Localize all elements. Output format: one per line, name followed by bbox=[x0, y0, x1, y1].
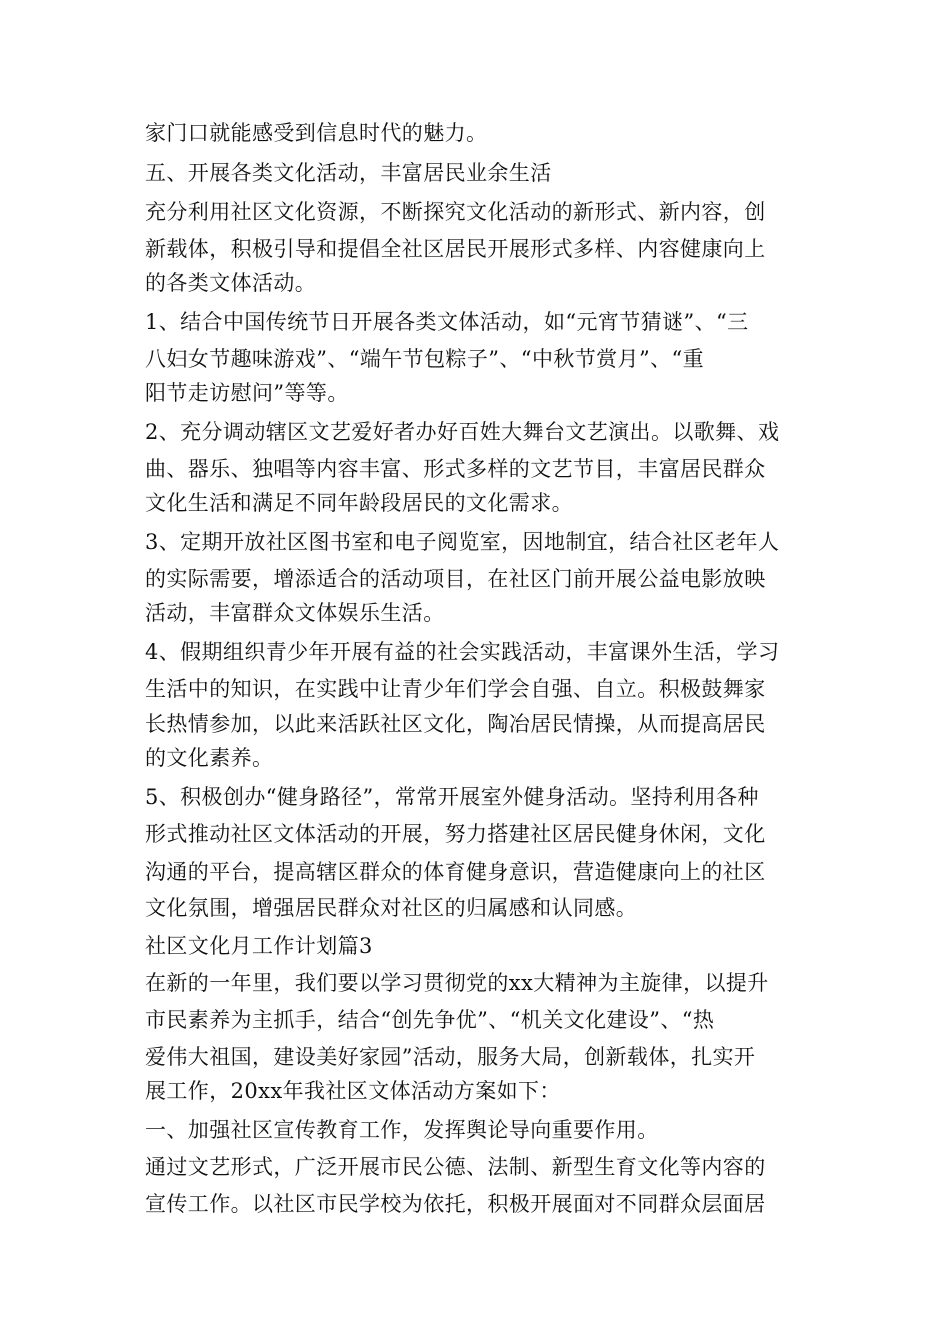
text-line: 的各类文体活动。 bbox=[145, 271, 317, 295]
section-title: 社区文化月工作计划篇3 bbox=[145, 934, 373, 958]
section-heading: 一、加强社区宣传教育工作，发挥舆论导向重要作用。 bbox=[145, 1118, 659, 1142]
text-line: 充分利用社区文化资源，不断探究文化活动的新形式、新内容，创 bbox=[145, 200, 766, 224]
list-item-1: 1、结合中国传统节日开展各类文体活动，如“元宵节猜谜”、“三 bbox=[145, 310, 749, 334]
text-line: 形式推动社区文体活动的开展，努力搭建社区居民健身休闲，文化 bbox=[145, 822, 766, 846]
text-line: 阳节走访慰问”等等。 bbox=[145, 381, 349, 405]
text-line: 沟通的平台，提高辖区群众的体育健身意识，营造健康向上的社区 bbox=[145, 860, 766, 884]
text-line: 新载体，积极引导和提倡全社区居民开展形式多样、内容健康向上 bbox=[145, 237, 766, 261]
list-item-2: 2、充分调动辖区文艺爱好者办好百姓大舞台文艺演出。以歌舞、戏 bbox=[145, 420, 780, 444]
text-line: 文化生活和满足不同年龄段居民的文化需求。 bbox=[145, 491, 573, 515]
text-line: 的文化素养。 bbox=[145, 746, 274, 770]
text-line: 家门口就能感受到信息时代的魅力。 bbox=[145, 121, 488, 145]
text-line: 活动，丰富群众文体娱乐生活。 bbox=[145, 601, 445, 625]
text-line: 展工作，20xx年我社区文体活动方案如下： bbox=[145, 1079, 561, 1103]
text-line: 八妇女节趣味游戏”、“端午节包粽子”、“中秋节赏月”、“重 bbox=[145, 347, 705, 371]
text-line: 爱伟大祖国，建设美好家园”活动，服务大局，创新载体，扎实开 bbox=[145, 1045, 756, 1069]
text-line: 的实际需要，增添适合的活动项目，在社区门前开展公益电影放映 bbox=[145, 567, 766, 591]
text-line: 文化氛围，增强居民群众对社区的归属感和认同感。 bbox=[145, 896, 638, 920]
text-line: 通过文艺形式，广泛开展市民公德、法制、新型生育文化等内容的 bbox=[145, 1155, 766, 1179]
text-line: 市民素养为主抓手，结合“创先争优”、“机关文化建设”、“热 bbox=[145, 1008, 715, 1032]
text-line: 曲、器乐、独唱等内容丰富、形式多样的文艺节目，丰富居民群众 bbox=[145, 457, 766, 481]
list-item-3: 3、定期开放社区图书室和电子阅览室，因地制宜，结合社区老年人 bbox=[145, 530, 780, 554]
text-line: 宣传工作。以社区市民学校为依托，积极开展面对不同群众层面居 bbox=[145, 1192, 766, 1216]
text-line: 长热情参加，以此来活跃社区文化，陶冶居民情操，从而提高居民 bbox=[145, 712, 766, 736]
section-heading: 五、开展各类文化活动，丰富居民业余生活 bbox=[145, 161, 552, 185]
list-item-4: 4、假期组织青少年开展有益的社会实践活动，丰富课外生活，学习 bbox=[145, 640, 780, 664]
list-item-5: 5、积极创办“健身路径”，常常开展室外健身活动。坚持利用各种 bbox=[145, 785, 759, 809]
text-line: 生活中的知识，在实践中让青少年们学会自强、自立。积极鼓舞家 bbox=[145, 677, 766, 701]
text-line: 在新的一年里，我们要以学习贯彻党的xx大精神为主旋律，以提升 bbox=[145, 971, 769, 995]
